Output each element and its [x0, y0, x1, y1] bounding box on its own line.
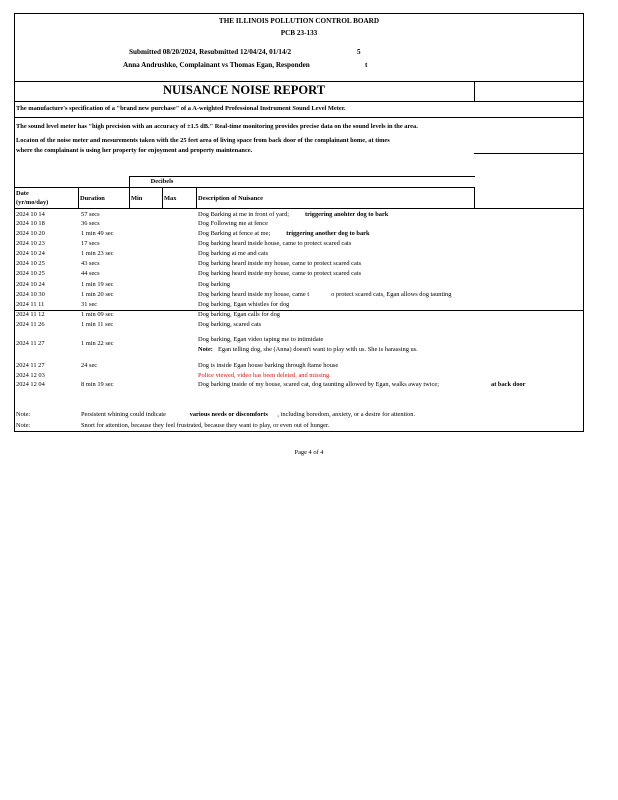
cell-date: 2024 10 24 — [16, 250, 45, 257]
intro-paragraph-2: The sound level meter has "high precision with an accuracy of ±1.5 dB." Real-time monitoring provides precise data on the sound levels in the area. — [16, 123, 418, 130]
description-text: Dog is inside Egan house barking through ftame house — [198, 362, 339, 369]
description-emphasis: triggering anohter dog to bark — [305, 211, 389, 218]
cell-date: 2024 10 18 — [16, 220, 45, 227]
note-label-1: Note: — [16, 411, 31, 418]
description-text: Dog barking, scared cats — [198, 321, 262, 328]
description-text: Dog barking heard inside my house, came to protect scared cats — [198, 270, 362, 277]
cell-description — [198, 336, 323, 343]
row-group-divider — [14, 310, 584, 311]
cell-duration: 17 secs — [81, 240, 100, 247]
cell-duration: 8 min 19 sec — [81, 381, 114, 388]
cell-description — [198, 301, 289, 308]
border-right — [583, 13, 584, 431]
description-text: Dog Barking at me in front of yard; — [198, 211, 290, 218]
border-left — [14, 13, 15, 431]
note-text-1-tail: , including boredom, anxiety, or a desire for attention. — [277, 411, 416, 418]
note-text-2: Snort for attention, because they feel frustrated, because they want to play, or even out of hunger. — [81, 422, 330, 429]
board-name: THE ILLINOIS POLLUTION CONTROL BOARD — [218, 17, 380, 25]
cell-description — [198, 250, 268, 257]
cell-duration: 1 min 11 sec — [81, 321, 114, 328]
header-bottom-line — [14, 208, 584, 209]
intro-paragraph-3b: where the complainant is using her property for enjoyment and property maintenance. — [16, 147, 253, 154]
description-text: Dog barking — [198, 281, 231, 288]
cell-duration: 1 min 09 sec — [81, 311, 114, 318]
note-text-1 — [81, 411, 415, 418]
title-box-right — [474, 81, 475, 101]
cell-description — [198, 311, 280, 318]
cell-date: 2024 11 27 — [16, 362, 45, 369]
description-text: Dog barking heard inside house, came to protect scared cats — [198, 240, 352, 247]
cell-date: 2024 12 03 — [16, 372, 45, 379]
description-text: Dog barking heard inside my house, came t — [198, 291, 310, 298]
description-text: Dog barking, Egan whistles for dog — [198, 301, 290, 308]
case-number: PCB 23-133 — [280, 29, 318, 37]
cell-date: 2024 10 20 — [16, 230, 45, 237]
description-text: Dog barking, Egan calls for dog — [198, 311, 280, 318]
cell-description — [198, 260, 361, 267]
cell-description — [198, 372, 331, 379]
col-max: Max — [164, 195, 177, 202]
cell-description — [198, 291, 451, 298]
intro-paragraph-1: The manufacture's specification of a "brand new purchase" of a A-weighted Professional Instrument Sound Level Meter. — [16, 105, 346, 112]
cell-date: 2024 10 14 — [16, 211, 45, 218]
cell-description — [198, 381, 439, 388]
note-text-1-bold: various needs or discomforts — [189, 411, 268, 418]
description-text: Police viewed, video has been deleted, and missing. — [198, 372, 331, 379]
cell-description — [198, 240, 351, 247]
cell-duration: 1 min 49 sec — [81, 230, 114, 237]
cell-duration: 1 min 22 sec — [81, 340, 114, 347]
cell-duration: 24 sec — [81, 362, 98, 369]
cell-duration: 1 min 19 sec — [81, 281, 114, 288]
row-note-text: Egan telling dog, she (Anna) doesn't want to play with us. She is harassing us. — [218, 346, 418, 353]
description-text: Dog barking at me and cats — [198, 250, 269, 257]
cell-description — [198, 321, 261, 328]
submitted-dates-tail: 5 — [357, 48, 361, 56]
cell-date: 2024 12 04 — [16, 381, 45, 388]
col-date-sub: (yr/mo/day) — [16, 199, 49, 206]
intro-paragraph-3a: Locaton of the noise meter and mesurements taken with the 25 feet area of living space from back door of the complainant home, at times — [16, 137, 390, 144]
header-top-line — [14, 187, 475, 188]
col-sep-2 — [129, 187, 130, 208]
cell-date: 2024 10 24 — [16, 281, 45, 288]
cell-date: 2024 10 25 — [16, 270, 45, 277]
cell-date: 2024 10 25 — [16, 260, 45, 267]
page-number: Page 4 of 4 — [294, 449, 324, 456]
parties-tail: t — [365, 61, 368, 69]
intro-side-divider — [474, 153, 584, 154]
cell-duration: 1 min 20 sec — [81, 291, 114, 298]
description-text: Dog Following me at fence — [198, 220, 268, 227]
cell-duration: 57 secs — [81, 211, 100, 218]
cell-description — [198, 211, 388, 218]
report-title: NUISANCE NOISE REPORT — [162, 83, 326, 97]
border-top — [14, 13, 584, 14]
title-divider — [14, 101, 584, 102]
cell-date: 2024 11 11 — [16, 301, 45, 308]
border-bottom — [14, 431, 584, 432]
description-text: Dog barking inside of my house, scared cat, dog taunting allowed by Egan, walks away twice; — [198, 381, 440, 388]
cell-description — [198, 281, 230, 288]
col-date: Date — [16, 190, 29, 197]
cell-description — [198, 230, 370, 237]
note-text-1-main: Persistent whining could indicate — [81, 411, 167, 418]
col-min: Min — [131, 195, 143, 202]
decibels-header: Decibels — [150, 178, 174, 185]
intro-divider — [14, 117, 584, 118]
description-text: Dog Barking at fence at me; — [198, 230, 271, 237]
submitted-dates: Submitted 08/20/2024, Resubmitted 12/04/24, 01/14/2 — [129, 48, 292, 56]
description-text: Dog barking, Egan video taping me to intimidate — [198, 336, 324, 343]
cell-duration: 36 secs — [81, 220, 100, 227]
description-location: at back door — [491, 381, 526, 388]
cell-duration: 1 min 23 sec — [81, 250, 114, 257]
description-text: Dog barking heard inside my house, came to protect scared cats — [198, 260, 362, 267]
cell-date: 2024 11 27 — [16, 340, 45, 347]
row-note-label: Note: — [198, 346, 213, 353]
decibels-top-line — [129, 176, 475, 177]
cell-duration: 43 secs — [81, 260, 100, 267]
col-description: Description of Nuisance — [198, 195, 263, 202]
cell-description — [198, 362, 338, 369]
cell-description — [198, 220, 268, 227]
cell-description — [198, 270, 361, 277]
col-sep-1 — [78, 187, 79, 208]
col-sep-5 — [474, 187, 475, 208]
col-duration: Duration — [80, 195, 105, 202]
col-sep-4 — [196, 187, 197, 208]
cell-date: 2024 10 30 — [16, 291, 45, 298]
cell-duration: 44 secs — [81, 270, 100, 277]
description-emphasis: triggering another dog to bark — [286, 230, 370, 237]
cell-duration: 31 sec — [81, 301, 98, 308]
cell-date: 2024 11 26 — [16, 321, 45, 328]
description-tail: o protect scared cats, Egan allows dog taunting — [331, 291, 452, 298]
col-sep-3 — [162, 187, 163, 208]
note-label-2: Note: — [16, 422, 31, 429]
header-divider — [14, 81, 584, 82]
parties: Anna Andrushko, Complainant vs Thomas Egan, Responden — [123, 61, 310, 69]
cell-date: 2024 10 23 — [16, 240, 45, 247]
cell-date: 2024 11 12 — [16, 311, 45, 318]
